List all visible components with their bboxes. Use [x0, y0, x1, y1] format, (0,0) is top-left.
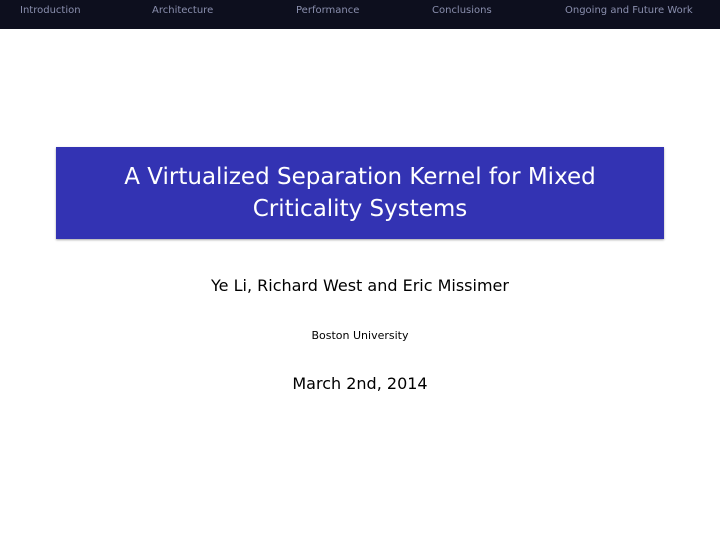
nav-item-conclusions[interactable]: Conclusions: [432, 5, 492, 16]
nav-item-introduction[interactable]: Introduction: [20, 5, 81, 16]
slide-institute: Boston University: [311, 329, 409, 342]
title-box: [56, 147, 664, 239]
slide-date: March 2nd, 2014: [292, 374, 428, 393]
section-navigation-bar: [0, 0, 720, 29]
slide-title: A Virtualized Separation Kernel for Mixed Criticality Systems: [124, 164, 596, 222]
nav-item-architecture[interactable]: Architecture: [152, 5, 214, 16]
nav-item-performance[interactable]: Performance: [296, 5, 360, 16]
slide-authors: Ye Li, Richard West and Eric Missimer: [211, 276, 509, 295]
nav-item-ongoing-and-future-work[interactable]: Ongoing and Future Work: [565, 5, 693, 16]
